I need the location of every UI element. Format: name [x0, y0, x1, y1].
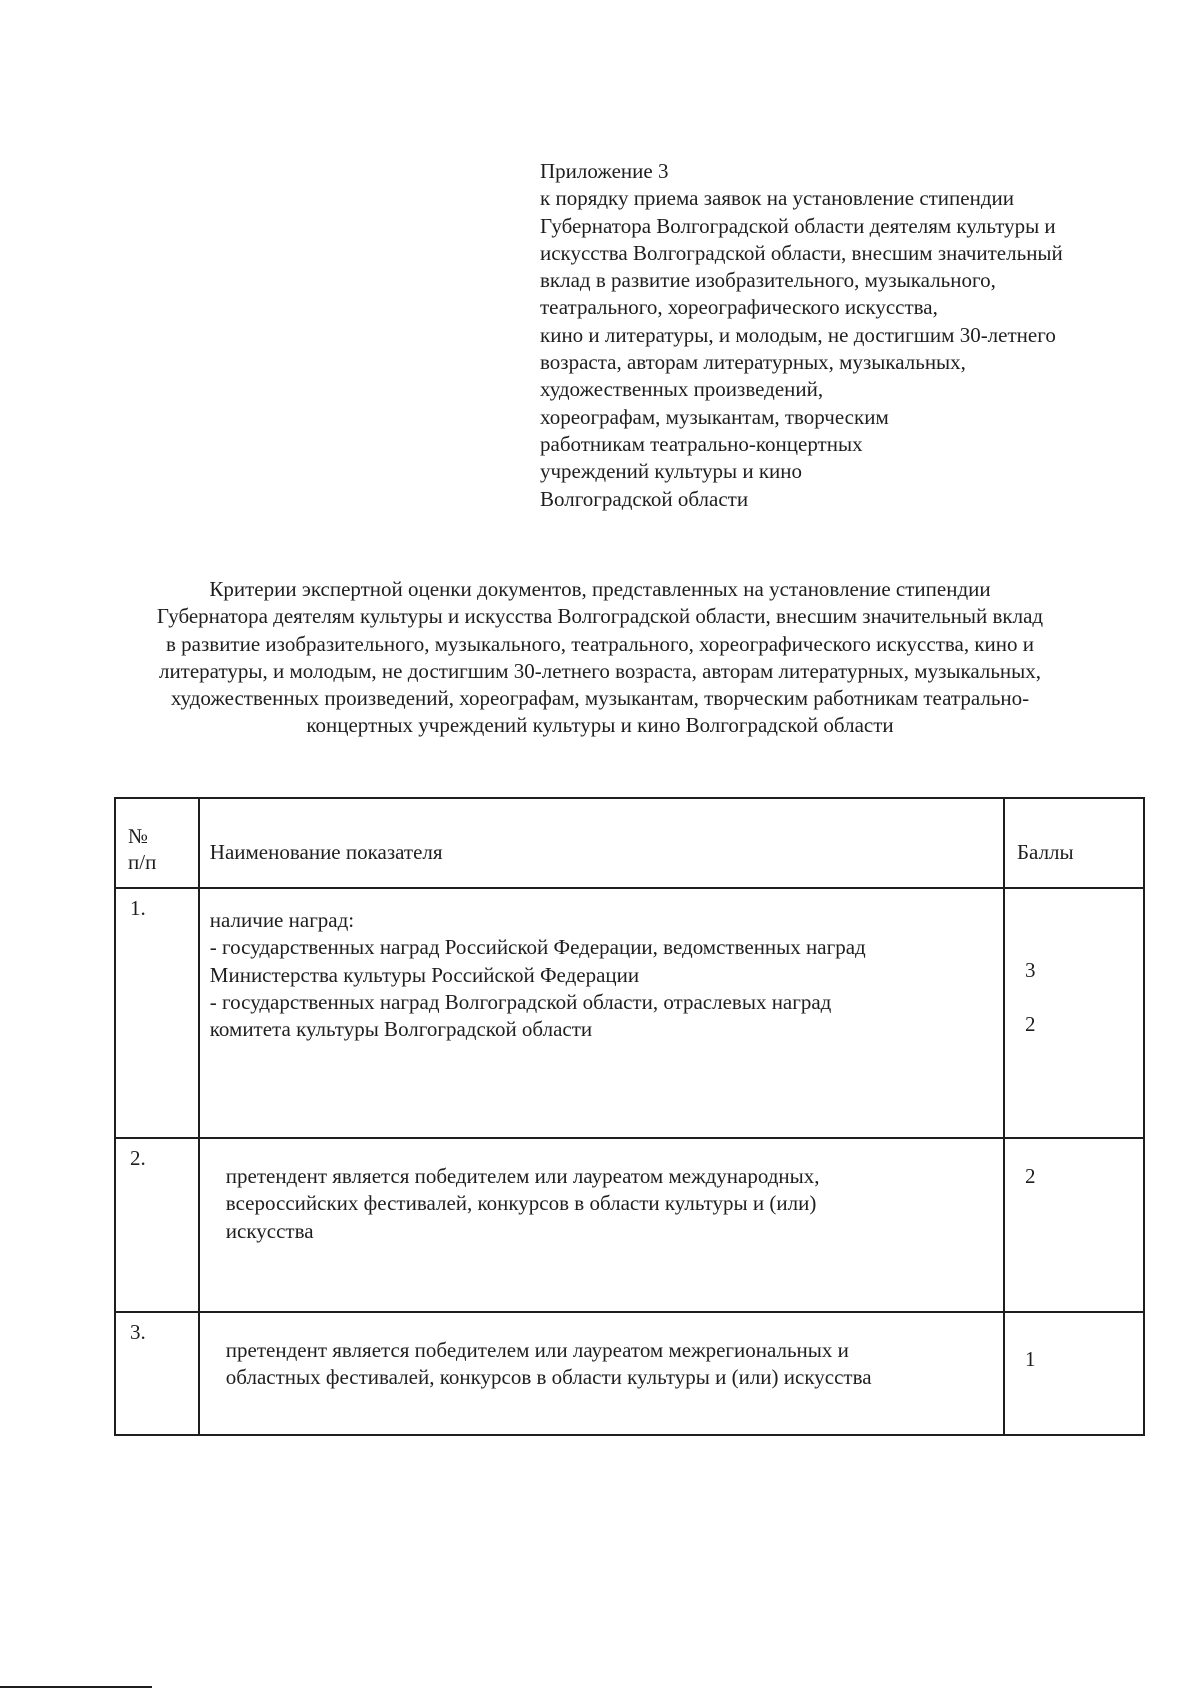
indicator-line: - государственных наград Российской Федерации, ведомственных наград	[209, 935, 866, 960]
title-line: концертных учреждений культуры и кино Волгоградской области	[306, 713, 894, 738]
document-title	[100, 576, 1100, 740]
header-name-cell: Наименование показателя	[199, 798, 1004, 888]
indicator-line: всероссийских фестивалей, конкурсов в области культуры и (или)	[225, 1191, 817, 1216]
appendix-line: к порядку приема заявок на установление стипендии	[540, 186, 1015, 211]
title-line: литературы, и молодым, не достигшим 30-летнего возраста, авторам литературных, музыкальных,	[158, 658, 1042, 683]
indicator-line: комитета культуры Волгоградской области	[209, 1017, 593, 1042]
appendix-line: театрального, хореографического искусства,	[540, 295, 938, 320]
indicator-line: искусства	[225, 1218, 314, 1243]
indicator-line: претендент является победителем или лауреатом межрегиональных и	[225, 1338, 849, 1362]
appendix-header	[540, 158, 1180, 513]
score-value: 2	[1025, 1164, 1036, 1188]
footnote-divider	[0, 1686, 152, 1688]
indicator-line: претендент является победителем или лауреатом международных,	[225, 1164, 820, 1188]
row-indicator	[199, 1312, 1004, 1435]
header-score-cell: Баллы	[1004, 798, 1144, 888]
indicator-line: - государственных наград Волгоградской области, отраслевых наград	[209, 989, 832, 1014]
appendix-line: учреждений культуры и кино	[540, 459, 803, 484]
table-row	[115, 888, 1144, 1138]
score-value: 1	[1025, 1347, 1036, 1371]
row-score	[1004, 888, 1144, 1138]
appendix-line: возраста, авторам литературных, музыкальных,	[540, 350, 966, 375]
indicator-line: наличие наград:	[209, 908, 355, 932]
appendix-line: художественных произведений,	[540, 377, 824, 402]
row-indicator	[199, 1138, 1004, 1312]
appendix-line: Волгоградской области	[540, 486, 749, 511]
indicator-line: областных фестивалей, конкурсов в области культуры и (или) искусства	[225, 1365, 872, 1390]
title-line: в развитие изобразительного, музыкального, театрального, хореографического искусства, кино и	[166, 631, 1034, 656]
header-num-symbol: №	[128, 824, 149, 848]
row-number: 2.	[115, 1138, 199, 1312]
indicator-line: Министерства культуры Российской Федерации	[209, 962, 640, 987]
appendix-line: вклад в развитие изобразительного, музыкального,	[540, 268, 996, 293]
appendix-line: Губернатора Волгоградской области деятелям культуры и	[540, 213, 1056, 238]
header-num-abbrev: п/п	[128, 850, 157, 874]
title-line: Критерии экспертной оценки документов, представленных на установление стипендии	[209, 577, 991, 601]
row-indicator	[199, 888, 1004, 1138]
table-row	[115, 1312, 1144, 1435]
header-num-cell	[115, 798, 199, 888]
title-line: художественных произведений, хореографам, музыкантам, творческим работникам театрально-	[170, 686, 1030, 711]
appendix-line: кино и литературы, и молодым, не достигшим 30-летнего	[540, 322, 1056, 347]
criteria-table	[114, 797, 1145, 1436]
appendix-line: искусства Волгоградской области, внесшим значительный	[540, 240, 1063, 265]
table-header-row	[115, 798, 1144, 888]
row-score	[1004, 1138, 1144, 1312]
score-value: 2	[1025, 1012, 1036, 1036]
row-number: 1.	[115, 888, 199, 1138]
row-number: 3.	[115, 1312, 199, 1435]
appendix-line: работникам театрально-концертных	[540, 431, 863, 456]
row-score	[1004, 1312, 1144, 1435]
table-row	[115, 1138, 1144, 1312]
appendix-line: хореографам, музыкантам, творческим	[540, 404, 889, 429]
title-line: Губернатора деятелям культуры и искусства Волгоградской области, внесшим значительный вклад	[156, 604, 1044, 629]
score-value: 3	[1025, 958, 1036, 982]
appendix-line: Приложение 3	[540, 159, 669, 183]
